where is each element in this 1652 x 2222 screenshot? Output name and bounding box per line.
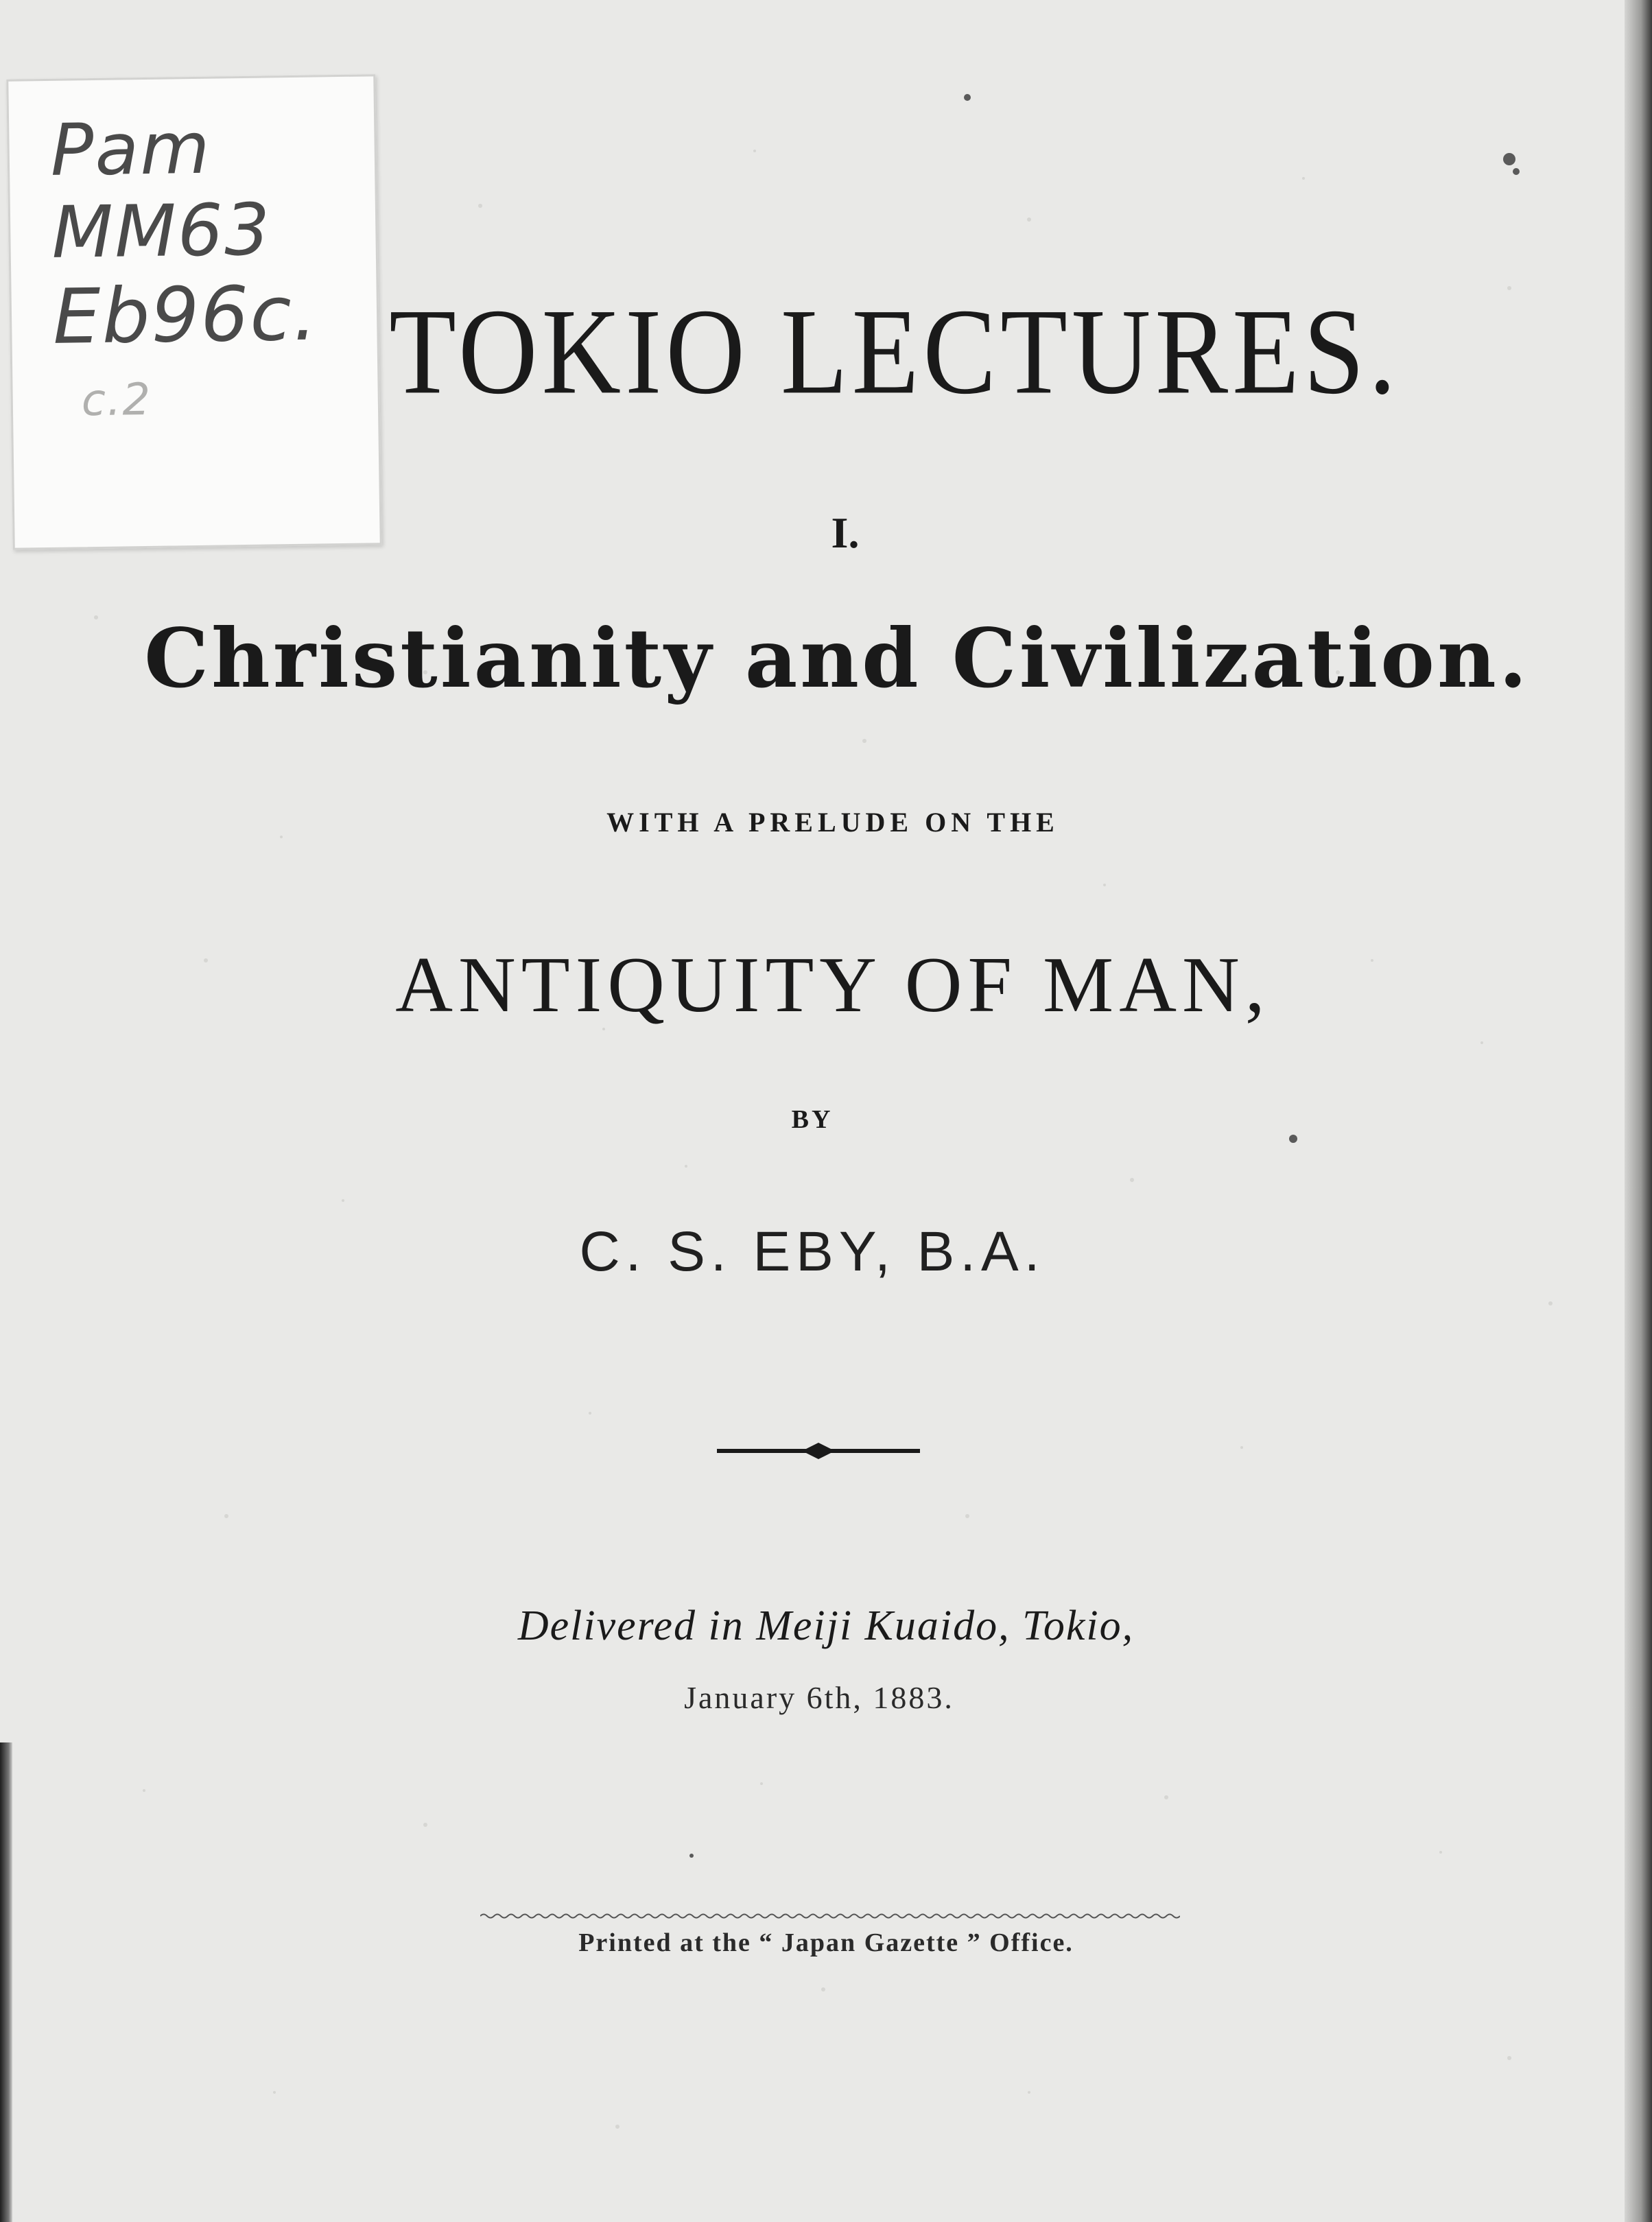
lecture-subtitle: Christianity and Civilization. bbox=[144, 611, 1530, 706]
main-title: TOKIO LECTURES. bbox=[389, 283, 1400, 420]
volume-number: I. bbox=[831, 508, 860, 557]
delivery-date: January 6th, 1883. bbox=[684, 1680, 954, 1715]
prelude-subject: ANTIQUITY OF MAN, bbox=[395, 941, 1271, 1029]
by-line: BY bbox=[791, 1105, 834, 1134]
author-name: C. S. EBY, B.A. bbox=[579, 1220, 1046, 1283]
prelude-line: WITH A PRELUDE ON THE bbox=[606, 807, 1059, 838]
copy-number: c.2 bbox=[81, 374, 152, 427]
delivery-location: Delivered in Meiji Kuaido, Tokio, bbox=[517, 1603, 1135, 1649]
ornamental-rule bbox=[717, 1439, 920, 1463]
call-number-line-1: Pam bbox=[49, 106, 212, 192]
printer-imprint: Printed at the “ Japan Gazette ” Office. bbox=[578, 1928, 1074, 1957]
call-number-line-3: Eb96c. bbox=[52, 269, 319, 361]
binding-edge bbox=[0, 1742, 12, 2222]
call-number-line-2: MM63 bbox=[51, 187, 272, 274]
dotted-divider bbox=[480, 1913, 1180, 1919]
